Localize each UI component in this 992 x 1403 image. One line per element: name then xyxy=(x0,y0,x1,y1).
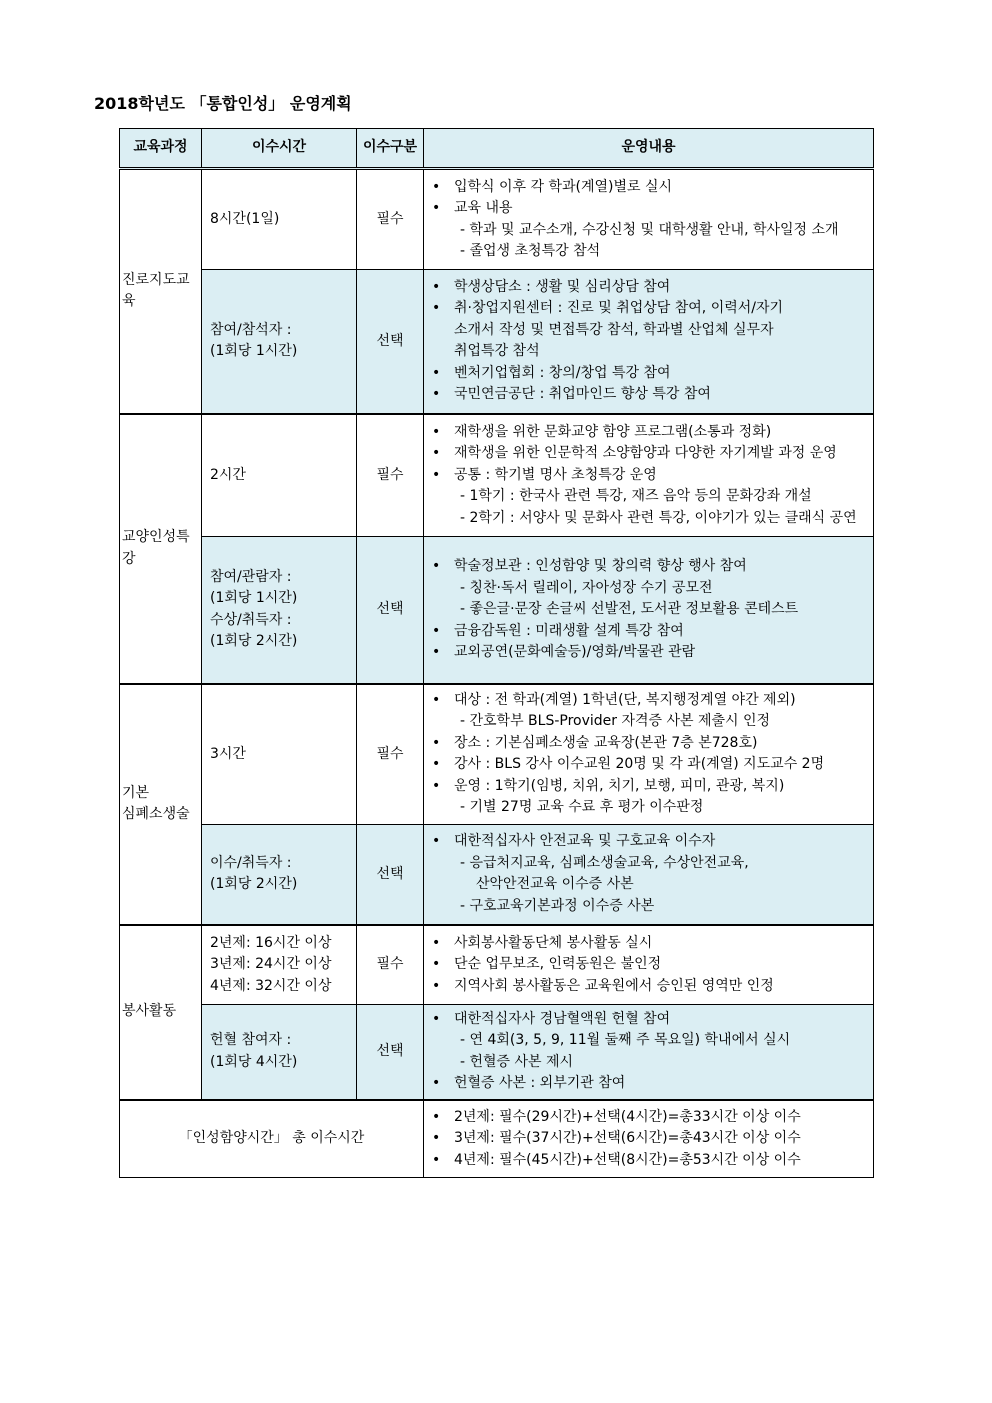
content-text: 대상 : 전 학과(계열) 1학년(단, 복지행정계열 야간 제외) xyxy=(454,691,796,708)
cell-line: (1회당 4시간) xyxy=(210,1053,298,1070)
content-text: - 구호교육기본과정 이수증 사본 xyxy=(460,897,655,914)
header-course: 교육과정 xyxy=(120,129,202,169)
content-text: 금융감독원 : 미래생활 설계 특강 참여 xyxy=(454,622,684,639)
table-row xyxy=(120,825,874,925)
bullet-item xyxy=(432,443,869,465)
course-cell xyxy=(120,414,202,684)
content-text: - 학과 및 교수소개, 수강신청 및 대학생활 안내, 학사일정 소개 xyxy=(460,221,839,238)
cell-line: 기본 xyxy=(122,784,150,801)
cell-line: 수상/취득자 : xyxy=(210,611,292,628)
bullet-icon: • xyxy=(432,364,441,381)
content-text: - 졸업생 초청특강 참석 xyxy=(460,243,601,259)
course-cell xyxy=(120,925,202,1100)
bullet-icon: • xyxy=(432,622,441,639)
bullet-item xyxy=(432,465,869,487)
bullet-icon: • xyxy=(432,558,441,574)
content-text: 2년제: 필수(29시간)+선택(4시간)=총33시간 이상 이수 xyxy=(454,1108,801,1125)
content-text: 지역사회 봉사활동은 교육원에서 승인된 영역만 인정 xyxy=(454,977,774,994)
hours-cell xyxy=(202,1005,357,1100)
sub-item xyxy=(432,578,869,600)
header-hours: 이수시간 xyxy=(202,129,357,169)
bullet-icon: • xyxy=(432,777,441,794)
content-text: - 연 4회(3, 5, 9, 11월 둘째 주 목요일) 학내에서 실시 xyxy=(460,1032,791,1049)
table-row xyxy=(120,270,874,414)
bullet-item xyxy=(432,954,869,976)
cell-line: 8시간(1일) xyxy=(210,210,280,227)
bullet-icon: • xyxy=(432,178,441,195)
cell-line: 참여/참석자 : xyxy=(210,321,292,338)
content-text: 취·창업지원센터 : 진로 및 취업상담 참여, 이력서/자기 xyxy=(454,300,784,317)
content-text: - 응급처지교육, 심폐소생술교육, 수상안전교육, xyxy=(460,854,749,871)
sub-item xyxy=(432,797,869,819)
table-row xyxy=(120,1005,874,1100)
cell-line: 이수/취득자 : xyxy=(210,854,292,871)
bullet-icon: • xyxy=(432,1108,441,1125)
content-text: 강사 : BLS 강사 이수교원 20명 및 각 과(계열) 지도교수 2명 xyxy=(454,756,825,773)
cell-line: 참여/관람자 : xyxy=(210,568,292,585)
hours-cell xyxy=(202,270,357,414)
type-cell: 선택 xyxy=(357,537,424,684)
sub-item xyxy=(432,1030,869,1052)
bullet-icon: • xyxy=(432,977,441,994)
course-name: 봉사활동 xyxy=(122,1003,177,1020)
cell-line: (1회당 2시간) xyxy=(210,876,298,893)
table-row xyxy=(120,925,874,1005)
content-text: 장소 : 기본심폐소생술 교육장(본관 7층 본728호) xyxy=(454,734,758,751)
bullet-item xyxy=(432,976,869,998)
bullet-item xyxy=(432,690,869,712)
bullet-item xyxy=(432,933,869,955)
cell-line: 심폐소생술 xyxy=(122,806,190,822)
bullet-continuation xyxy=(432,320,869,342)
content-text: - 기별 27명 교육 수료 후 평가 이수판정 xyxy=(460,799,704,816)
content-text: 교육 내용 xyxy=(454,200,513,216)
content-text: 운영 : 1학기(임병, 치위, 치기, 보행, 피미, 관광, 복지) xyxy=(454,777,785,794)
content-text: 4년제: 필수(45시간)+선택(8시간)=총53시간 이상 이수 xyxy=(454,1151,801,1168)
content-text: 재학생을 위한 문화교양 함양 프로그램(소통과 정화) xyxy=(454,423,772,440)
cell-line: 헌혈 참여자 : xyxy=(210,1032,292,1049)
content-text: 입학식 이후 각 학과(계열)별로 실시 xyxy=(454,178,673,195)
hours-cell xyxy=(202,925,357,1005)
sub-item xyxy=(432,508,869,530)
bullet-icon: • xyxy=(432,1010,441,1027)
content-cell xyxy=(424,414,874,537)
bullet-item xyxy=(432,642,869,664)
document-title: 2018학년도 「통합인성」 운영계획 xyxy=(94,94,352,113)
hours-cell xyxy=(202,169,357,270)
content-text: 산악안전교육 이수증 사본 xyxy=(476,876,634,893)
cell-line: 3시간 xyxy=(210,745,246,762)
type-cell: 선택 xyxy=(357,1005,424,1100)
content-cell xyxy=(424,270,874,414)
bullet-item xyxy=(432,776,869,798)
content-cell xyxy=(424,537,874,684)
sub-item xyxy=(432,1052,869,1074)
bullet-icon: • xyxy=(432,734,441,751)
bullet-item xyxy=(432,298,869,320)
bullet-icon: • xyxy=(432,1075,441,1092)
content-text: 국민연금공단 : 취업마인드 향상 특강 참여 xyxy=(454,386,711,403)
hours-cell xyxy=(202,414,357,537)
bullet-icon: • xyxy=(432,423,441,440)
sub-item xyxy=(432,711,869,733)
sub-item xyxy=(432,599,869,621)
content-cell xyxy=(424,684,874,825)
content-text: 벤처기업협회 : 창의/창업 특강 참여 xyxy=(454,364,671,381)
bullet-icon: • xyxy=(432,386,441,403)
bullet-icon: • xyxy=(432,756,441,773)
content-cell xyxy=(424,1005,874,1100)
hours-cell xyxy=(202,537,357,684)
type-cell: 필수 xyxy=(357,684,424,825)
content-text: - 칭찬·독서 릴레이, 자아성장 수기 공모전 xyxy=(460,579,713,596)
content-cell xyxy=(424,1100,874,1178)
course-name: 교양인성특강 xyxy=(122,529,190,567)
bullet-icon: • xyxy=(432,644,441,660)
bullet-item xyxy=(432,1073,869,1095)
content-text: 재학생을 위한 인문학적 소양함양과 다양한 자기계발 과정 운영 xyxy=(454,445,837,461)
course-cell xyxy=(120,169,202,414)
content-text: 소개서 작성 및 면접특강 참석, 학과별 산업체 실무자 xyxy=(454,321,774,338)
total-row xyxy=(120,1100,874,1178)
type-cell: 선택 xyxy=(357,270,424,414)
bullet-icon: • xyxy=(432,1130,441,1146)
sub-item xyxy=(432,486,869,508)
cell-line: 4년제: 32시간 이상 xyxy=(210,977,332,994)
course-name: 진로지도교육 xyxy=(122,271,190,310)
content-text: 공통 : 학기별 명사 초청특강 운영 xyxy=(454,466,657,483)
content-text: 대한적십자사 경남혈액원 헌혈 참여 xyxy=(454,1010,671,1027)
type-cell: 필수 xyxy=(357,169,424,270)
bullet-item xyxy=(432,422,869,444)
bullet-icon: • xyxy=(432,691,441,708)
bullet-item xyxy=(432,198,869,220)
content-text: 교외공연(문화예술등)/영화/박물관 관람 xyxy=(454,644,696,660)
cell-line: (1회당 1시간) xyxy=(210,590,298,607)
bullet-item xyxy=(432,831,869,853)
table-row xyxy=(120,414,874,537)
content-text: - 2학기 : 서양사 및 문화사 관련 특강, 이야기가 있는 클래식 공연 xyxy=(460,509,857,526)
type-cell: 필수 xyxy=(357,925,424,1005)
sub-item xyxy=(432,896,869,918)
bullet-item xyxy=(432,621,869,643)
table-row xyxy=(120,684,874,825)
bullet-icon: • xyxy=(432,1151,441,1168)
cell-line: (1회당 2시간) xyxy=(210,633,298,650)
content-text: 학생상담소 : 생활 및 심리상담 참여 xyxy=(454,278,671,295)
bullet-item xyxy=(432,177,869,199)
sub-item xyxy=(432,874,869,896)
sub-item xyxy=(432,241,869,263)
bullet-icon: • xyxy=(432,278,441,295)
type-cell: 선택 xyxy=(357,825,424,925)
table-row xyxy=(120,537,874,684)
sub-item xyxy=(432,853,869,875)
sub-item xyxy=(432,220,869,242)
content-text: 사회봉사활동단체 봉사활동 실시 xyxy=(454,934,653,951)
content-text: - 좋은글·문장 손글씨 선발전, 도서관 정보활용 콘테스트 xyxy=(460,601,799,617)
bullet-icon: • xyxy=(432,956,441,972)
bullet-icon: • xyxy=(432,200,441,216)
content-cell xyxy=(424,169,874,270)
content-text: 대한적십자사 안전교육 및 구호교육 이수자 xyxy=(454,833,716,850)
bullet-icon: • xyxy=(432,300,441,317)
bullet-item xyxy=(432,363,869,385)
content-text: 단순 업무보조, 인력동원은 불인정 xyxy=(454,956,662,972)
bullet-item xyxy=(432,1150,869,1172)
bullet-icon: • xyxy=(432,466,441,483)
header-type: 이수구분 xyxy=(357,129,424,169)
course-cell xyxy=(120,684,202,925)
bullet-icon: • xyxy=(432,445,441,461)
bullet-item xyxy=(432,277,869,299)
total-label: 「인성함양시간」 총 이수시간 xyxy=(120,1100,424,1178)
hours-cell xyxy=(202,825,357,925)
bullet-item xyxy=(432,384,869,406)
table-row xyxy=(120,169,874,270)
type-cell: 필수 xyxy=(357,414,424,537)
cell-line: 2시간 xyxy=(210,466,246,483)
content-text: - 간호학부 BLS-Provider 자격증 사본 제출시 인정 xyxy=(460,713,771,730)
cell-line: 3년제: 24시간 이상 xyxy=(210,956,332,972)
hours-cell xyxy=(202,684,357,825)
bullet-item xyxy=(432,1107,869,1129)
bullet-item xyxy=(432,1009,869,1031)
bullet-item xyxy=(432,1128,869,1150)
operation-plan-table xyxy=(119,128,874,1178)
content-text: 3년제: 필수(37시간)+선택(6시간)=총43시간 이상 이수 xyxy=(454,1130,801,1146)
content-text: 헌혈증 사본 : 외부기관 참여 xyxy=(454,1075,626,1092)
cell-line: 2년제: 16시간 이상 xyxy=(210,934,332,951)
content-text: - 헌혈증 사본 제시 xyxy=(460,1053,574,1070)
header-row xyxy=(120,129,874,169)
header-content: 운영내용 xyxy=(424,129,874,169)
bullet-icon: • xyxy=(432,934,441,951)
content-cell xyxy=(424,825,874,925)
bullet-item xyxy=(432,754,869,776)
bullet-icon: • xyxy=(432,833,441,850)
content-text: - 1학기 : 한국사 관련 특강, 재즈 음악 등의 문화강좌 개설 xyxy=(460,488,812,504)
bullet-item xyxy=(432,733,869,755)
bullet-continuation xyxy=(432,341,869,363)
bullet-item xyxy=(432,556,869,578)
content-cell xyxy=(424,925,874,1005)
content-text: 학술정보관 : 인성함양 및 창의력 향상 행사 참여 xyxy=(454,558,747,574)
content-text: 취업특강 참석 xyxy=(454,343,540,360)
cell-line: (1회당 1시간) xyxy=(210,343,298,360)
